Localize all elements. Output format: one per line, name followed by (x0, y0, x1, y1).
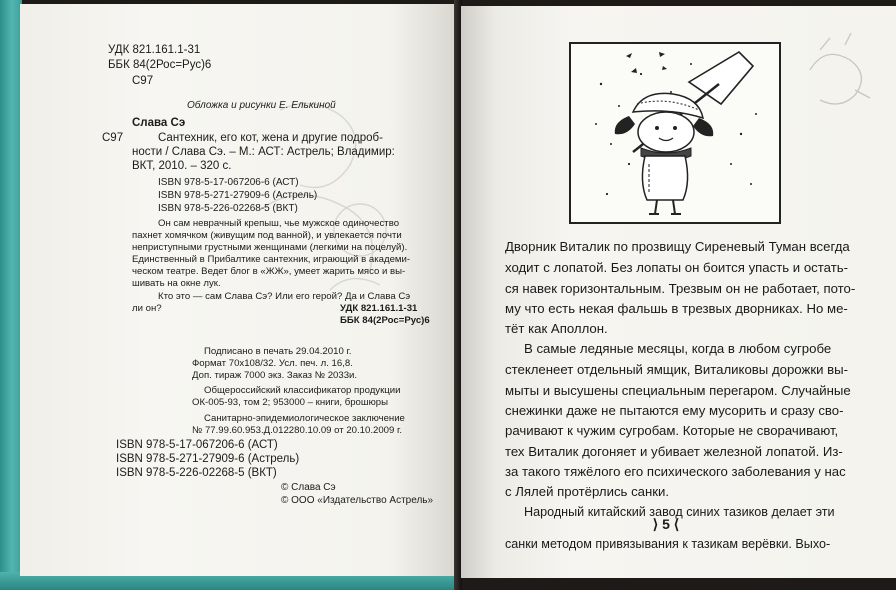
annotation-line-6: шивать на окне лук. (132, 278, 221, 289)
isbn-line-1: ISBN 978-5-17-067206-6 (АСТ) (158, 177, 299, 188)
isbn-bottom-line-2: ISBN 978-5-271-27909-6 (Астрель) (116, 453, 300, 465)
annotation-line-5: ческом театре. Ведет блог в «ЖЖ», умеет жарить мясо и вы- (132, 266, 406, 277)
title-line-3: ВКТ, 2010. – 320 с. (132, 160, 232, 172)
print-line-1: Подписано в печать 29.04.2010 г. (204, 346, 352, 357)
janitor-illustration (569, 42, 781, 224)
annotation-line-8: ли он? (132, 303, 162, 314)
show-through-sketch-right (790, 30, 890, 120)
print-line-3: Доп. тираж 7000 экз. Заказ № 2033и. (192, 370, 358, 381)
annotation-line-2: пахнет хомячком (живущим под ванной), и увлекается почти (132, 230, 402, 241)
isbn-bottom-line-3: ISBN 978-5-226-02268-5 (ВКТ) (116, 467, 277, 479)
udk-code: УДК 821.161.1-31 (108, 44, 201, 56)
page-number-ornament-left: ⟩ (652, 516, 659, 532)
copyright-line-2: © ООО «Издательство Астрель» (281, 495, 434, 506)
p2-line-5: рачивают к чужим сугробам. Которые не сворачивают, (505, 423, 839, 438)
p1-line-5: тёт как Аполлон. (505, 321, 608, 336)
p1-line-2: ходит с лопатой. Без лопаты он боится упасть и остать- (505, 260, 849, 275)
bbk-code-bottom: ББК 84(2Рос=Рус)6 (340, 315, 430, 326)
p3-line-1: Народный китайский завод синих тазиков делает эти (524, 505, 835, 519)
author-sign-code-entry: С97 (102, 132, 124, 144)
annotation-line-7: Кто это — сам Слава Сэ? Или его герой? Да и Слава Сэ (158, 291, 411, 302)
p1-line-3: ся навек горизонтальным. Трезвым он не работает, пото- (505, 281, 856, 296)
annotation-line-3: неприступными грустными женщинами (легкими на поцелуй). (132, 242, 408, 253)
p2-line-8: с Лялей протёрлись санки. (505, 484, 670, 499)
sanitary-line-1: Санитарно-эпидемиологическое заключение (204, 413, 405, 424)
p2-line-2: стекленеет отдельный ямщик, Виталиковы дорожки вы- (505, 362, 848, 377)
bbk-code: ББК 84(2Рос=Рус)6 (108, 59, 212, 71)
copyright-line-1: © Слава Сэ (281, 482, 336, 493)
p2-line-3: мыты и высушены специальным перегаром. Случайные (505, 383, 851, 398)
p1-line-1: Дворник Виталик по прозвищу Сиреневый Туман всегда (505, 239, 850, 254)
classifier-line-2: ОК-005-93, том 2; 953000 – книги, брошюры (192, 397, 389, 408)
author-name: Слава Сэ (132, 117, 186, 129)
title-line-2: ности / Слава Сэ. – М.: АСТ: Астрель; Владимир: (132, 146, 395, 158)
p2-line-4: снежинки даже не пытаются ему мусорить и сразу сво- (505, 403, 844, 418)
isbn-line-2: ISBN 978-5-271-27909-6 (Астрель) (158, 190, 318, 201)
page-number (642, 514, 690, 534)
isbn-bottom-line-1: ISBN 978-5-17-067206-6 (АСТ) (116, 439, 278, 451)
print-line-2: Формат 70х108/32. Усл. печ. л. 16,8. (192, 358, 353, 369)
annotation-line-4: Единственный в Прибалтике сантехник, играющий в академи- (132, 254, 411, 265)
page-number-value: 5 (662, 516, 670, 532)
sanitary-line-2: № 77.99.60.953.Д.012280.10.09 от 20.10.2009 г. (192, 425, 403, 436)
page-number-ornament-right: ⟨ (673, 516, 680, 532)
classifier-line-1: Общероссийский классификатор продукции (204, 385, 401, 396)
book-cover-edge (0, 0, 22, 590)
p2-line-7: за такого тяжёлого его психического заболевания у нас (505, 464, 846, 479)
p3-line-2: санки методом привязывания к тазикам верёвки. Выхо- (505, 537, 831, 551)
annotation-line-1: Он сам неврачный крепыш, чье мужское одиночество (158, 218, 400, 229)
p2-line-1: В самые ледяные месяцы, когда в любом сугробе (524, 341, 832, 356)
udk-code-bottom: УДК 821.161.1-31 (340, 303, 418, 314)
p1-line-4: му что есть некая фальшь в трезвых дворниках. Но ме- (505, 301, 848, 316)
title-line-1: Сантехник, его кот, жена и другие подроб- (158, 132, 383, 144)
isbn-line-3: ISBN 978-5-226-02268-5 (ВКТ) (158, 203, 298, 214)
cover-credit: Обложка и рисунки Е. Елькиной (187, 100, 336, 111)
janitor-drawing (571, 44, 779, 222)
author-sign-code: С97 (132, 75, 154, 87)
p2-line-6: тех Виталик догоняет и убивает железной лопатой. Из- (505, 444, 843, 459)
